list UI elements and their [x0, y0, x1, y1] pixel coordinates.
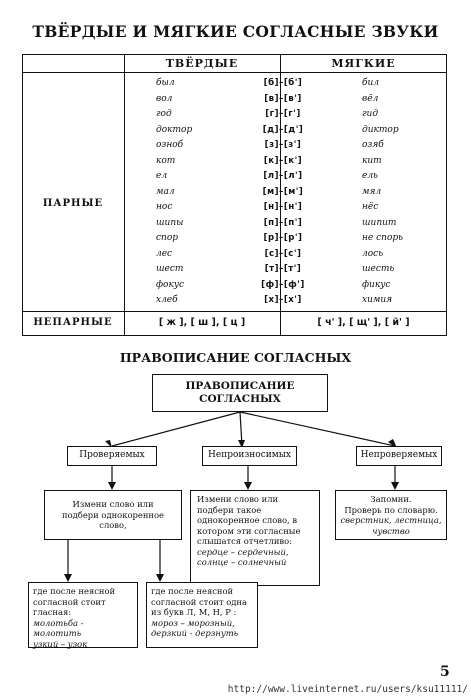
unpron-example-2: солнце – солнечный [197, 557, 287, 567]
word-soft: не спорь [362, 233, 404, 243]
sound-pair: [г]–[г'] [265, 109, 301, 119]
word-soft: лось [362, 248, 384, 259]
leaf1-example-1: молотьба - молотить [33, 617, 84, 638]
col-header-soft: МЯГКИЕ [331, 57, 396, 70]
word-soft: шипит [362, 217, 397, 228]
leaf-vowel-rule [28, 582, 138, 648]
unpaired-soft: [ ч' ], [ щ' ], [ й' ] [317, 317, 410, 328]
sound-pair: [с]–[с'] [264, 248, 302, 259]
diagram-root: ПРАВОПИСАНИЕ СОГЛАСНЫХ [152, 374, 328, 412]
sound-pair: [т]–[т'] [264, 264, 302, 274]
word-soft: гид [362, 109, 379, 119]
sound-pair: [к]–[к'] [263, 155, 303, 166]
sound-pair: [н]–[н'] [263, 202, 303, 212]
word-hard: доктор [156, 124, 193, 135]
uncheck-line-2: Проверь по словарю. [344, 504, 438, 515]
leaf2-example-2: дерзкий - дерзнуть [151, 628, 239, 638]
sound-pair: [р]–[р'] [263, 233, 303, 243]
word-soft: мял [362, 186, 382, 197]
unpron-text: Измени слово или подбери такое однокоренное слово, в котором эти согласные слышатся отчетливо: [197, 494, 301, 546]
leaf1-text: где после неясной согласной стоит гласная: [33, 586, 116, 617]
unpron-example-1: сердце – сердечный, [197, 546, 289, 557]
word-hard: хлеб [156, 295, 178, 305]
page-title: ТВЁРДЫЕ И МЯГКИЕ СОГЛАСНЫЕ ЗВУКИ [32, 22, 439, 41]
footer-url[interactable]: http://www.liveinternet.ru/users/ksu11111/ [227, 684, 468, 695]
word-hard: шест [156, 264, 184, 274]
word-hard: озноб [156, 140, 184, 150]
word-soft: диктор [362, 124, 399, 135]
word-soft: нёс [362, 202, 379, 212]
word-soft: вёл [362, 93, 379, 104]
box-unpronounceable-rule [190, 490, 320, 586]
sound-pair: [з]–[з'] [264, 140, 302, 150]
word-hard: ел [156, 171, 168, 181]
sound-pair: [в]–[в'] [264, 93, 302, 104]
word-hard: лес [156, 248, 173, 259]
leaf-lmnr-rule [146, 582, 258, 648]
word-hard: вол [156, 93, 173, 104]
sound-pair: [л]–[л'] [263, 171, 303, 181]
leaf2-example-1: мороз – морозный, [151, 617, 235, 628]
word-hard: кот [156, 155, 176, 166]
word-soft: озяб [362, 140, 384, 150]
uncheck-example: сверстник, лестница, чувство [340, 515, 442, 536]
word-hard: был [156, 78, 175, 88]
row-label-paired: ПАРНЫЕ [42, 198, 104, 209]
sound-pair: [б]–[б'] [263, 78, 303, 88]
box-checkable-rule [44, 490, 182, 540]
sound-pair: [д]–[д'] [262, 124, 304, 135]
row-label-unpaired: НЕПАРНЫЕ [33, 317, 113, 328]
word-soft: фикус [362, 279, 391, 290]
leaf1-example-2: узкий – узок [33, 638, 88, 649]
word-soft: бил [362, 78, 380, 88]
word-soft: кит [362, 155, 382, 166]
word-hard: фокус [156, 279, 185, 290]
word-hard: шипы [156, 217, 184, 228]
word-hard: год [156, 109, 172, 119]
word-soft: ель [362, 171, 378, 181]
word-soft: химия [362, 295, 393, 305]
uncheck-line-1: Запомни. [370, 494, 412, 504]
node-uncheckable: Непроверяемых [356, 446, 442, 466]
sound-pair: [х]–[х'] [264, 295, 302, 305]
page-number: 5 [440, 664, 450, 680]
sound-pair: [м]–[м'] [262, 186, 304, 197]
word-hard: нос [156, 202, 173, 212]
section-title: ПРАВОПИСАНИЕ СОГЛАСНЫХ [119, 350, 352, 365]
node-checkable: Проверяемых [67, 446, 157, 466]
box-uncheckable-rule [335, 490, 447, 540]
leaf2-text: где после неясной согласной стоит одна из букв Л, М, Н, Р : [151, 586, 248, 617]
unpaired-hard: [ ж ], [ ш ], [ ц ] [158, 317, 246, 328]
sound-pair: [ф]–[ф'] [261, 279, 305, 290]
box-checkable-text: Измени слово или подбери однокоренное слово, [62, 499, 164, 531]
word-hard: спор [156, 233, 179, 243]
word-hard: мал [156, 186, 175, 197]
sound-pair: [п]–[п'] [263, 217, 303, 228]
col-header-hard: ТВЁРДЫЕ [165, 57, 239, 70]
node-unpronounceable: Непроизносимых [202, 446, 297, 466]
word-soft: шесть [362, 264, 395, 274]
